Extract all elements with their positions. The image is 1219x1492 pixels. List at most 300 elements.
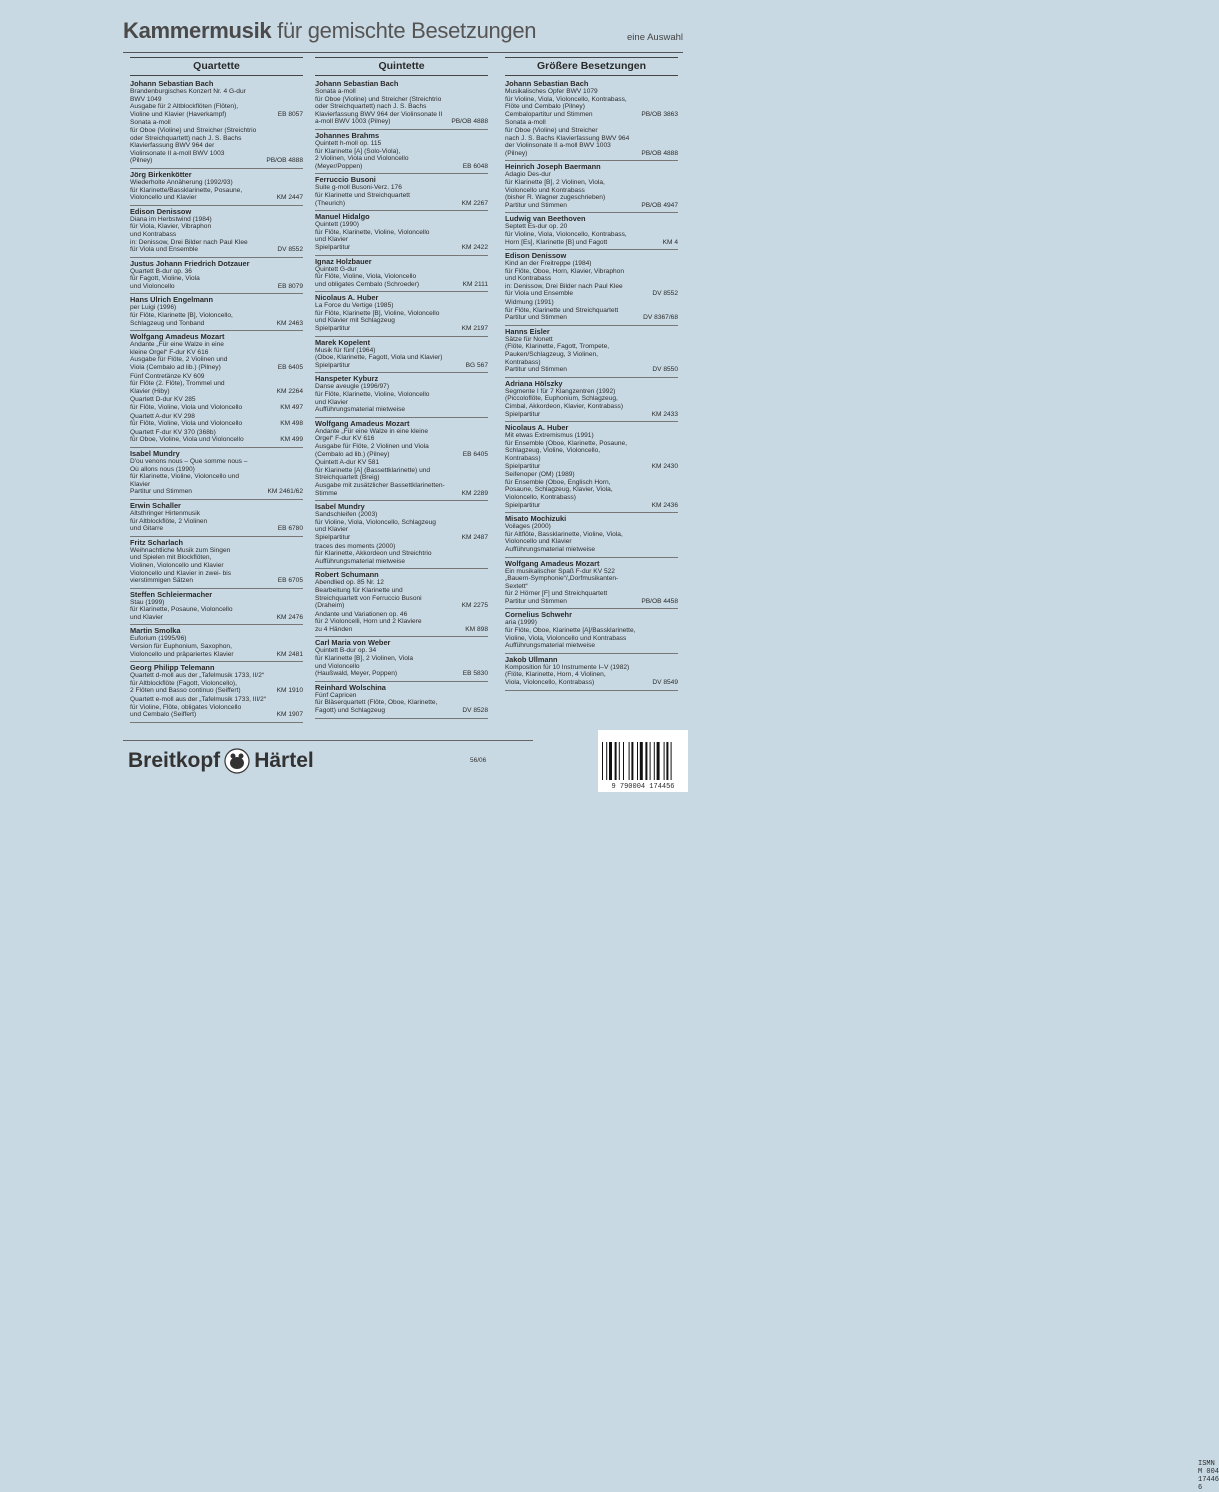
- work-order-text: und Gitarre: [130, 525, 163, 533]
- work-order-text: Partitur und Stimmen: [505, 314, 567, 322]
- work-description-line: D'ou venons nous – Que somme nous –: [130, 457, 248, 465]
- work-order-line: [315, 281, 488, 289]
- work-description-line: in: Denissow, Drei Bilder nach Paul Klee: [505, 282, 623, 290]
- publisher-name-left: Breitkopf: [128, 749, 221, 772]
- edition-number: EB 6048: [462, 162, 488, 170]
- publisher-name-right: Härtel: [254, 749, 314, 772]
- work-description-line: für Klarinette [A] (Solo-Viola),: [315, 147, 401, 155]
- barcode-bar: [602, 742, 603, 780]
- composer-entry: [130, 625, 303, 662]
- edition-number: KM 898: [465, 625, 488, 633]
- work-description-line: für Klarinette [B], 2 Violinen, Viola: [315, 655, 413, 663]
- work-order-text: a-moll BWV 1003 (Pilney): [315, 118, 391, 126]
- edition-number: EB 6405: [277, 364, 303, 372]
- work-order-line: [315, 558, 488, 566]
- work-description-line: Version für Euphonium, Saxophon,: [130, 643, 232, 651]
- barcode-bar: [666, 742, 668, 780]
- work-order-line: [505, 546, 678, 554]
- work-item: [315, 459, 488, 497]
- work-order-line: [130, 246, 303, 254]
- footer-divider: [123, 740, 533, 741]
- work-order-text: Partitur und Stimmen: [505, 597, 567, 605]
- work-order-line: [130, 488, 303, 496]
- composer-entry: [315, 418, 488, 501]
- title-rest: für gemischte Besetzungen: [277, 18, 537, 43]
- work-order-text: Fagott) und Schlagzeug: [315, 707, 386, 715]
- work-order-line: [505, 239, 678, 247]
- edition-number: KM 498: [280, 420, 303, 428]
- work-order-text: Partitur und Stimmen: [505, 366, 567, 374]
- edition-number: KM 1907: [276, 711, 303, 719]
- work-order-line: [130, 283, 303, 291]
- composer-name: Georg Philipp Telemann: [130, 663, 215, 673]
- work-item: [130, 547, 303, 585]
- work-order-text: Aufführungsmaterial mietweise: [315, 557, 406, 565]
- work-description-line: Violoncello und Klavier in zwei- bis: [130, 569, 232, 577]
- work-order-text: vierstimmigen Sätzen: [130, 577, 194, 585]
- composer-name: Johannes Brahms: [315, 130, 380, 140]
- work-description-line: Quartett d-moll aus der „Tafelmusik 1733, II/2“: [130, 672, 265, 680]
- work-description-line: Septett Es-dur op. 20: [505, 223, 568, 231]
- edition-number: DV 8550: [652, 366, 678, 374]
- work-description-line: Ein musikalischer Spaß F-dur KV 522: [505, 567, 615, 575]
- work-description-line: Sonata a-moll: [315, 88, 356, 95]
- barcode-bar: [606, 742, 607, 780]
- work-description-line: La Force du Vertige (1985): [315, 302, 394, 310]
- work-item: [130, 635, 303, 658]
- work-order-text: Spielpartitur: [505, 462, 541, 470]
- work-description-line: (Oboe, Klarinette, Fagott, Viola und Klavier): [315, 354, 443, 362]
- work-description-line: für Violine, Flöte, obligates Violoncello: [130, 703, 242, 711]
- work-item: [130, 429, 303, 444]
- work-order-line: [315, 362, 488, 370]
- edition-number: DV 8549: [652, 679, 678, 687]
- work-description-line: Ausgabe für Flöte, 2 Violinen und Viola: [315, 443, 429, 450]
- composer-entry: [130, 258, 303, 295]
- work-item: [315, 266, 488, 289]
- barcode-bar: [637, 742, 638, 780]
- work-item: [130, 341, 303, 371]
- composer-entry: [130, 331, 303, 448]
- work-description-line: Klavierfassung BWV 964 der Violinsonate II: [315, 110, 443, 118]
- work-order-text: und Klavier: [130, 613, 163, 621]
- composer-name: Edison Denissow: [130, 206, 192, 216]
- column-groessere-besetzungen: [505, 57, 678, 691]
- work-order-text: (Draheim): [315, 602, 345, 610]
- work-order-text: Violine und Klavier (Haverkampf): [130, 110, 227, 118]
- composer-entry: [505, 250, 678, 326]
- work-order-text: Spielpartitur: [315, 243, 351, 251]
- work-description-line: für Altblockflöte, 2 Violinen: [130, 517, 208, 525]
- barcode-bar: [671, 742, 672, 780]
- edition-number: KM 497: [280, 404, 303, 411]
- work-item: [130, 458, 303, 496]
- work-order-line: [505, 502, 678, 510]
- page-title: [123, 18, 536, 44]
- work-order-text: Aufführungsmaterial mietweise: [505, 642, 596, 650]
- work-description-line: 2 Violinen, Viola und Violoncello: [315, 155, 409, 163]
- work-order-line: [130, 651, 303, 659]
- composer-entry: [505, 378, 678, 422]
- edition-number: KM 2447: [276, 194, 303, 202]
- work-description-line: für Klarinette, Akkordeon und Streichtrio: [315, 550, 432, 558]
- work-order-line: [505, 679, 678, 687]
- composer-entry: [505, 326, 678, 378]
- work-order-text: (Theurich): [315, 199, 346, 207]
- work-description-line: Adagio Des-dur: [505, 171, 551, 179]
- edition-number: EB 8057: [277, 110, 303, 118]
- work-order-line: [505, 111, 678, 119]
- edition-number: KM 2487: [461, 533, 488, 541]
- work-description-line: Quintett G-dur: [315, 265, 357, 273]
- work-description-line: Sätze für Nonett: [505, 335, 553, 343]
- work-description-line: Posaune, Schlagzeug, Klavier, Viola,: [505, 486, 613, 494]
- work-description-line: Brandenburgisches Konzert Nr. 4 G-dur: [130, 88, 246, 95]
- work-description-line: nach J. S. Bachs Klavierfassung BWV 964: [505, 134, 630, 142]
- work-description-line: Violinsonate II a-moll BWV 1003: [130, 149, 225, 157]
- work-item: [130, 268, 303, 291]
- composer-name: Johann Sebastian Bach: [315, 79, 399, 88]
- work-description-line: aria (1999): [505, 619, 537, 627]
- composer-name: Marek Kopelent: [315, 337, 371, 347]
- work-order-text: (Pilney): [130, 157, 153, 165]
- work-description-line: Quintett (1990): [315, 221, 359, 229]
- work-description-line: für Oboe (Violine) und Streicher (Streichtrio: [130, 126, 257, 134]
- work-order-text: Violoncello und Klavier: [130, 194, 197, 202]
- work-item: [315, 383, 488, 413]
- work-item: [505, 336, 678, 374]
- work-order-text: Schlagzeug und Tonband: [130, 319, 205, 327]
- work-description-line: Sextett“: [505, 582, 528, 590]
- edition-number: KM 2422: [461, 243, 488, 251]
- work-description-line: für Flöte, Oboe, Klarinette [A]/Bassklarinette,: [505, 627, 636, 635]
- composer-entry: [505, 78, 678, 161]
- column-heading: Quintette: [315, 58, 488, 76]
- edition-number: DV 8528: [462, 707, 488, 715]
- work-order-line: [130, 711, 303, 719]
- work-order-line: [505, 463, 678, 471]
- work-description-line: Orgel“ F-dur KV 616: [315, 435, 375, 443]
- composer-entry: [315, 78, 488, 130]
- work-order-line: [505, 411, 678, 419]
- edition-number: KM 2267: [461, 199, 488, 207]
- work-item: [505, 260, 678, 298]
- composer-name: Manuel Hidalgo: [315, 212, 370, 222]
- work-description-line: kleine Orgel“ F-dur KV 616: [130, 348, 209, 356]
- work-description-line: Ausgabe für Flöte, 2 Violinen und: [130, 356, 228, 364]
- barcode-bar: [631, 742, 633, 780]
- work-description-line: Cimbal, Akkordeon, Klavier, Kontrabass): [505, 403, 624, 410]
- work-order-line: [130, 420, 303, 428]
- work-item: [505, 119, 678, 157]
- work-description-line: und Violoncello: [315, 662, 360, 670]
- bear-logo-icon: [224, 748, 250, 774]
- work-order-text: für Viola und Ensemble: [505, 290, 574, 298]
- work-description-line: für Oboe (Violine) und Streicher: [505, 126, 598, 134]
- work-order-text: für Viola und Ensemble: [130, 246, 199, 254]
- work-description-line: Kind an der Freitreppe (1984): [505, 260, 592, 268]
- work-order-text: Klavier (Hiby): [130, 387, 170, 395]
- work-description-line: Quartett D-dur KV 285: [130, 396, 196, 404]
- work-item: [315, 221, 488, 251]
- work-description-line: Streichquartett (Breig): [315, 474, 380, 482]
- work-item: [315, 88, 488, 126]
- barcode: [598, 730, 1219, 1492]
- composer-name: Nicolaus A. Huber: [505, 423, 569, 433]
- work-item: [315, 579, 488, 609]
- work-order-text: Spielpartitur: [315, 361, 351, 369]
- composer-name: Wolfgang Amadeus Mozart: [130, 332, 225, 342]
- work-order-line: [315, 244, 488, 252]
- work-description-line: für Violine, Viola, Violoncello, Schlagzeug: [315, 518, 436, 526]
- work-order-line: [315, 451, 488, 459]
- work-description-line: Segmente I für 7 Klangzentren (1992): [505, 387, 616, 395]
- composer-entry: [130, 294, 303, 331]
- work-item: [505, 388, 678, 418]
- work-order-line: [315, 602, 488, 610]
- work-description-line: und Klavier: [315, 398, 348, 406]
- work-order-text: Spielpartitur: [505, 410, 541, 418]
- work-description-line: für Violine, Viola, Violoncello, Kontrabass,: [505, 230, 627, 238]
- work-description-line: der Violinsonate II a-moll BWV 1003: [505, 142, 611, 150]
- work-description-line: Fünf Contretänze KV 609: [130, 372, 205, 380]
- work-order-text: Viola, Violoncello, Kontrabass): [505, 679, 595, 687]
- work-order-line: [505, 150, 678, 158]
- work-order-text: (Meyer/Poppen): [315, 162, 363, 170]
- work-order-line: [130, 364, 303, 372]
- edition-number: KM 2430: [651, 462, 678, 470]
- composer-name: Jakob Ullmann: [505, 654, 558, 664]
- composer-entry: [505, 422, 678, 513]
- barcode-bar: [609, 742, 612, 780]
- title-main: Kammermusik: [123, 18, 272, 43]
- work-order-line: [315, 325, 488, 333]
- work-description-line: „Bauern-Symphonie“/„Dorfmusikanten-: [505, 575, 619, 583]
- work-item: [505, 432, 678, 470]
- barcode-bar: [619, 742, 620, 780]
- work-order-line: [505, 314, 678, 322]
- work-order-text: (Cembalo ad lib.) (Pilney): [315, 450, 390, 458]
- composer-entry: [315, 337, 488, 374]
- work-order-line: [315, 406, 488, 414]
- work-description-line: Andante „Für eine Walze in eine kleine: [315, 427, 429, 435]
- composer-name: Adriana Hölszky: [505, 378, 563, 388]
- work-description-line: Danse aveugle (1996/97): [315, 383, 390, 391]
- work-order-text: Aufführungsmaterial mietweise: [505, 545, 596, 553]
- edition-number: KM 4: [662, 238, 678, 246]
- work-description-line: für Oboe (Violine) und Streicher (Streichtrio: [315, 95, 442, 103]
- work-description-line: für Altflöte, Bassklarinette, Violine, Viola,: [505, 530, 623, 538]
- work-description-line: für 2 Hörner [F] und Streichquartett: [505, 590, 608, 598]
- work-item: [315, 611, 488, 634]
- work-item: [505, 223, 678, 246]
- edition-number: KM 2476: [276, 613, 303, 621]
- composer-name: Carl Maria von Weber: [315, 638, 391, 648]
- work-order-line: [130, 157, 303, 165]
- work-description-line: (Flöte, Klarinette, Horn, 4 Violinen,: [505, 671, 606, 679]
- barcode-bar: [654, 742, 655, 780]
- composer-name: Robert Schumann: [315, 570, 379, 580]
- composer-entry: [130, 500, 303, 537]
- edition-number: DV 8367/68: [643, 314, 678, 322]
- work-description-line: Fünf Capricen: [315, 691, 357, 699]
- work-description-line: Euforium (1995/96): [130, 635, 187, 643]
- composer-entry: [130, 589, 303, 626]
- work-description-line: für Klarinette, Posaune, Violoncello: [130, 606, 233, 614]
- edition-number: KM 2197: [461, 325, 488, 333]
- composer-entry: [505, 558, 678, 610]
- column-heading: Größere Besetzungen: [505, 58, 678, 76]
- work-description-line: (bisher R. Wagner zugeschrieben): [505, 194, 606, 202]
- work-item: [130, 216, 303, 254]
- work-description-line: Voilages (2000): [505, 523, 551, 531]
- work-order-text: und Violoncello: [130, 282, 175, 290]
- work-description-line: und Klavier mit Schlagzeug: [315, 317, 395, 325]
- edition-number: PB/OB 4888: [451, 118, 488, 126]
- composer-entry: [315, 637, 488, 681]
- work-item: [130, 88, 303, 118]
- work-description-line: Seifenoper (OM) (1989): [505, 471, 575, 479]
- work-description-line: für Viola, Klavier, Vibraphon: [130, 223, 212, 231]
- work-item: [130, 179, 303, 202]
- composer-entry: [130, 448, 303, 500]
- work-description-line: für Bläserquartett (Flöte, Oboe, Klarinette,: [315, 699, 438, 707]
- composer-name: Erwin Schaller: [130, 500, 181, 510]
- work-description-line: Musik für fünf (1964): [315, 346, 376, 354]
- work-item: [315, 302, 488, 332]
- work-description-line: Schlagzeug, Violine, Violoncello,: [505, 447, 601, 455]
- work-description-line: traces des moments (2000): [315, 542, 396, 550]
- edition-number: KM 2264: [276, 387, 303, 395]
- ean-number: 9 790004 174456: [611, 783, 675, 791]
- work-order-text: für Flöte, Violine, Viola und Violoncello: [130, 420, 243, 428]
- work-description-line: Bearbeitung für Klarinette und: [315, 586, 403, 594]
- work-description-line: Widmung (1991): [505, 299, 554, 307]
- ismn-number: ISMN M 004 17446 6: [1198, 1460, 1219, 1492]
- work-order-line: [315, 626, 488, 634]
- work-item: [315, 511, 488, 541]
- composer-name: Hans Ulrich Engelmann: [130, 295, 213, 305]
- work-order-text: Violoncello und präpariertes Klavier: [130, 650, 234, 658]
- composer-entry: [505, 654, 678, 691]
- edition-number: KM 2275: [461, 602, 488, 610]
- work-item: [130, 510, 303, 533]
- work-description-line: Quintett A-dur KV 581: [315, 459, 380, 467]
- work-description-line: Où allons nous (1990): [130, 465, 195, 473]
- work-order-line: [130, 687, 303, 695]
- work-description-line: für Flöte, Klarinette [B], Violoncello,: [130, 312, 233, 320]
- work-order-line: [130, 614, 303, 622]
- composer-entry: [130, 78, 303, 169]
- barcode-bar: [640, 742, 643, 780]
- composer-name: Wolfgang Amadeus Mozart: [315, 418, 410, 428]
- work-description-line: Quintett h-moll op. 115: [315, 139, 382, 147]
- work-description-line: für Klarinette, Violine, Violoncello und: [130, 473, 239, 481]
- barcode-bar: [615, 742, 617, 780]
- work-description-line: Suite g-moll Busoni-Verz. 176: [315, 184, 402, 192]
- publisher-logo: [128, 748, 314, 774]
- edition-number: KM 2289: [461, 489, 488, 497]
- work-item: [315, 140, 488, 170]
- work-description-line: Ausgabe für 2 Altblockflöten (Flöten),: [130, 103, 239, 111]
- composer-name: Cornelius Schwehr: [505, 610, 572, 620]
- composer-name: Jörg Birkenkötter: [130, 169, 192, 179]
- work-description-line: Musikalisches Opfer BWV 1079: [505, 88, 598, 95]
- work-order-line: [130, 436, 303, 444]
- work-item: [315, 692, 488, 715]
- composer-name: Ludwig van Beethoven: [505, 214, 586, 224]
- work-item: [505, 171, 678, 209]
- composer-entry: [315, 174, 488, 211]
- work-item: [130, 396, 303, 411]
- composer-name: Ferruccio Busoni: [315, 175, 376, 185]
- work-description-line: Quartett e-moll aus der „Tafelmusik 1733, III/2“: [130, 696, 266, 704]
- work-item: [130, 696, 303, 719]
- page-subtitle: eine Auswahl: [627, 32, 683, 43]
- work-description-line: Violinen, Violoncello und Klavier: [130, 561, 224, 569]
- composer-entry: [130, 537, 303, 589]
- work-item: [315, 428, 488, 458]
- composer-entry: [130, 662, 303, 723]
- work-order-line: [130, 404, 303, 412]
- work-order-text: Spielpartitur: [315, 325, 351, 333]
- page-header: [123, 18, 683, 53]
- work-item: [505, 523, 678, 553]
- edition-number: KM 2433: [651, 410, 678, 418]
- composer-name: Martin Smolka: [130, 626, 181, 636]
- work-description-line: BWV 1049: [130, 95, 162, 103]
- work-description-line: Klavier: [130, 480, 151, 488]
- work-description-line: für Klarinette [B], 2 Violinen, Viola,: [505, 178, 605, 186]
- barcode-bars: [602, 742, 684, 780]
- work-description-line: Quintett B-dur op. 34: [315, 647, 377, 655]
- work-description-line: Klavierfassung BWV 964 der: [130, 142, 215, 150]
- work-order-text: Spielpartitur: [505, 501, 541, 509]
- composer-name: Hanns Eisler: [505, 326, 550, 336]
- composer-name: Isabel Mundry: [315, 502, 365, 512]
- work-description-line: und Spielen mit Blockflöten,: [130, 554, 212, 562]
- work-item: [130, 304, 303, 327]
- work-order-line: [315, 707, 488, 715]
- work-description-line: Mit etwas Extremismus (1991): [505, 432, 594, 440]
- edition-number: BG 567: [465, 361, 488, 369]
- edition-number: KM 2481: [276, 650, 303, 658]
- work-item: [315, 184, 488, 207]
- work-description-line: Abendlied op. 85 Nr. 12: [315, 579, 384, 587]
- work-order-line: [315, 534, 488, 542]
- work-item: [130, 413, 303, 428]
- work-description-line: Kontrabass): [505, 454, 541, 462]
- work-description-line: oder Streichquartett) nach J. S. Bachs: [130, 134, 242, 142]
- work-description-line: Kontrabass): [505, 358, 541, 366]
- column-heading: Quartette: [130, 58, 303, 76]
- composer-name: Isabel Mundry: [130, 448, 180, 458]
- edition-number: KM 2461/62: [267, 488, 303, 496]
- barcode-bar: [623, 742, 624, 780]
- work-item: [315, 647, 488, 677]
- work-order-line: [315, 670, 488, 678]
- edition-number: EB 6705: [277, 577, 303, 585]
- barcode-bar: [629, 742, 630, 780]
- work-description-line: Andante „Für eine Walze in eine: [130, 341, 224, 349]
- edition-number: PB/OB 3863: [641, 110, 678, 118]
- edition-number: PB/OB 4458: [641, 597, 678, 605]
- work-item: [130, 119, 303, 165]
- work-description-line: (Piccoloflöte, Euphonium, Schlagzeug,: [505, 395, 618, 403]
- composer-name: Steffen Schleiermacher: [130, 589, 213, 599]
- work-description-line: Stau (1999): [130, 598, 165, 606]
- composer-entry: [315, 211, 488, 255]
